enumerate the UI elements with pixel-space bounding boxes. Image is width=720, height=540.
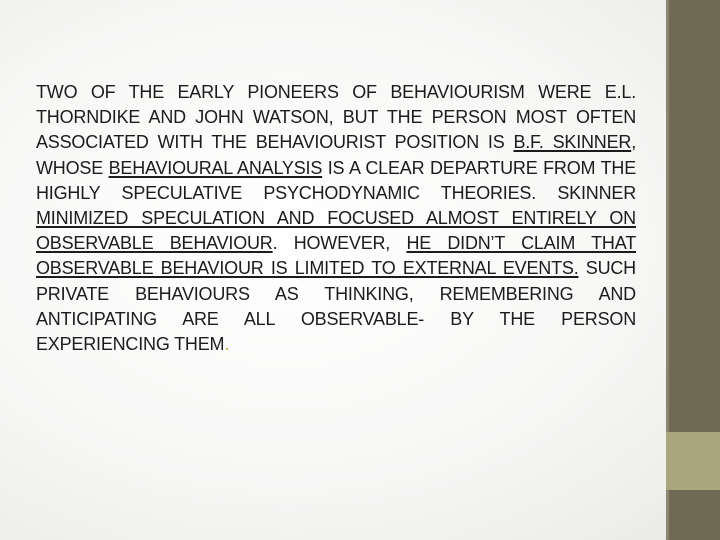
text-segment: SUCH PRIVATE BEHAVIOURS AS THINKING, REMEMBERING AND ANTICIPATING ARE ALL OBSERVABLE- BY THE PERSON EXPERIENCING THEM	[36, 258, 636, 355]
text-segment: , WHOSE	[36, 132, 637, 178]
underlined-text-segment: MINIMIZED SPECULATION AND FOCUSED ALMOST ENTIRELY ON OBSERVABLE BEHAVIOUR	[36, 208, 636, 254]
text-segment: . HOWEVER,	[272, 233, 407, 254]
underlined-text-segment: BEHAVIOURAL ANALYSIS	[108, 157, 323, 178]
sidebar-decoration	[666, 0, 720, 540]
end-mark: .	[224, 334, 230, 355]
text-segment: TWO OF THE EARLY PIONEERS OF BEHAVIOURISM WERE E.L. THORNDIKE AND JOHN WATSON, BUT THE PERSON MOST OFTEN ASSOCIATED WITH THE BEHAVIOURIST POSITION IS	[36, 82, 636, 153]
underlined-text-segment: HE DIDN’T CLAIM THAT OBSERVABLE BEHAVIOUR IS LIMITED TO EXTERNAL EVENTS.	[36, 233, 636, 279]
sidebar-accent-block	[666, 432, 720, 490]
underlined-text-segment: B.F. SKINNER	[513, 132, 632, 153]
text-segment: IS A CLEAR DEPARTURE FROM THE HIGHLY SPECULATIVE PSYCHODYNAMIC THEORIES. SKINNER	[36, 157, 636, 203]
body-text	[36, 80, 636, 357]
